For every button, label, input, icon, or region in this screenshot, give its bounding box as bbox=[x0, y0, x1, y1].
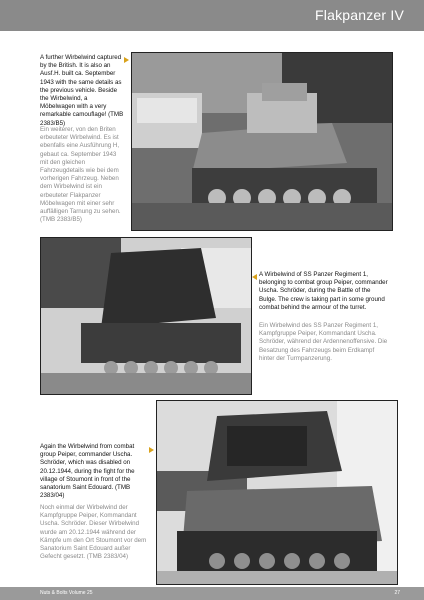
footer-bar bbox=[0, 587, 424, 600]
caption-1-english bbox=[40, 54, 124, 128]
caption-1-german bbox=[40, 126, 124, 224]
caption-1-german-text: Ein weiterer, von den Briten erbeuteter Wirbelwind. Es ist ebenfalls eine Ausführung H, gebaut ca. September 1943 mit den gleichen Fahrzeugdetails wie bei dem vorherigen Fahrzeug. Neben dem Wirbelwind ist ein erbeuteter Flakpanzer Möbelwagen mit einer sehr auffälligen Tarnung zu sehen. (TMB 2383/B5) bbox=[40, 126, 121, 224]
caption-3-english-text: Again the Wirbelwind from combat group Peiper, commander Uscha. Schröder, which was disabled on 20.12.1944, during the fight for the village of Stoumont in front of the sanatorium Saint Edouard. (TMB 2383/04) bbox=[40, 443, 135, 500]
pointer-arrow-1 bbox=[124, 57, 129, 63]
photo-wirbelwind-stoumont bbox=[156, 400, 398, 585]
header-bar bbox=[0, 0, 424, 31]
caption-3-german bbox=[40, 504, 150, 561]
photo-wirbelwind-british bbox=[131, 52, 393, 231]
caption-3-german-text: Noch einmal der Wirbelwind der Kampfgruppe Peiper, Kommandant Uscha. Schröder. Dieser Wirbelwind wurde am 20.12.1944 während der Kämpfe um den Ort Stoumont vor dem Sanatorium Saint Edouard außer Gefecht gesetzt. (TMB 2383/04) bbox=[40, 504, 147, 561]
caption-1-english-text: A further Wirbelwind captured by the British. It is also an Ausf.H. built ca. September 1943 with the same details as the previous vehicle. Beside the Wirbelwind, a Möbelwagen with a very remarkable camouflage! (TMB 2383/B5) bbox=[40, 54, 124, 127]
caption-2-german-text: Ein Wirbelwind des SS Panzer Regiment 1, Kampfgruppe Peiper, Kommandant Uscha. Schröder, während der Ardennenoffensive. Die Besatzung des Fahrzeugs beim Erdkampf hinter der Turmpanzerung. bbox=[259, 322, 388, 362]
photo-3-image bbox=[157, 401, 397, 584]
page-number: 27 bbox=[394, 590, 400, 596]
caption-2-english-text: A Wirbelwind of SS Panzer Regiment 1, belonging to combat group Peiper, commander Uscha. Schröder, during the Battle of the Bulge. The crew is taking part in some ground combat behind the armour of the turret. bbox=[259, 271, 388, 311]
caption-3-english bbox=[40, 443, 150, 500]
page-title: Flakpanzer IV bbox=[315, 7, 404, 23]
caption-2-english bbox=[259, 271, 389, 312]
pointer-arrow-2 bbox=[252, 274, 257, 280]
footer-series-title: Nuts & Bolts Volume 25 bbox=[40, 590, 93, 596]
photo-wirbelwind-ss bbox=[40, 237, 252, 395]
photo-2-image bbox=[41, 238, 251, 394]
photo-1-image bbox=[132, 53, 392, 230]
caption-2-german bbox=[259, 322, 389, 363]
